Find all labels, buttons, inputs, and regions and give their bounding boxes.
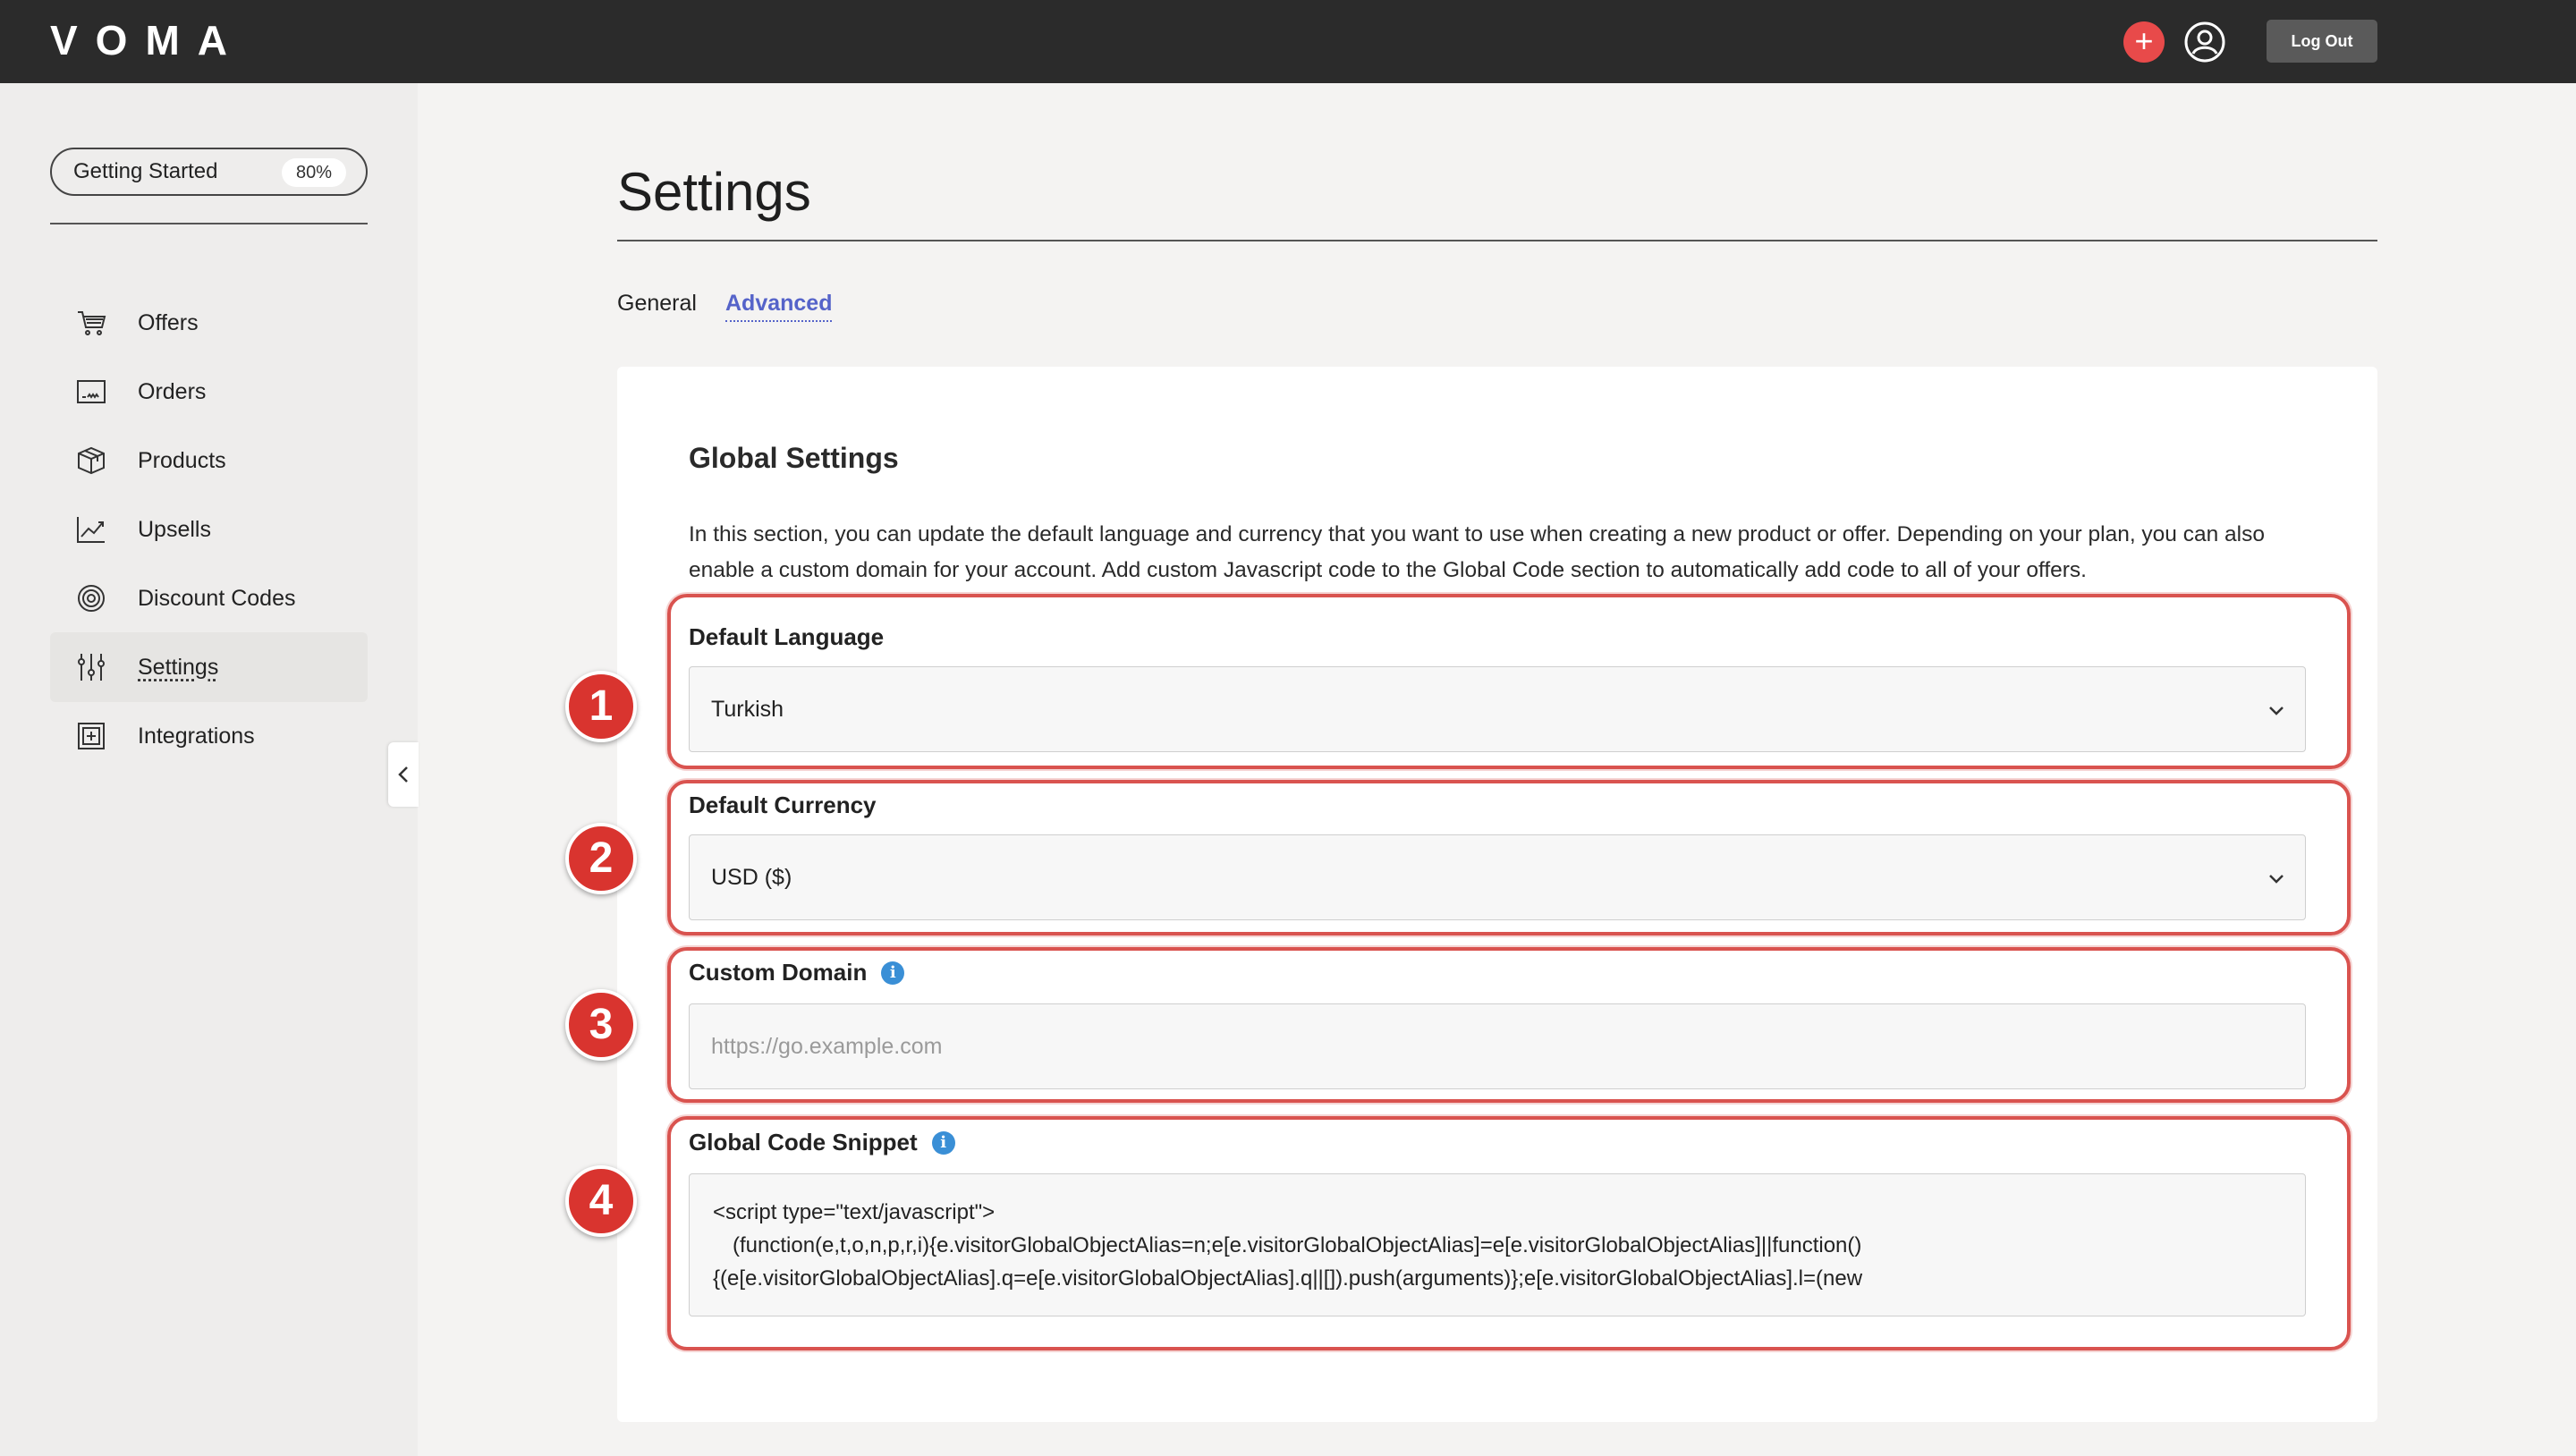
getting-started-button[interactable] (50, 148, 368, 196)
section-description: In this section, you can update the default language and currency that you want to use when creating a new product or offer. Depending on your plan, you can also enable a custom domain for your account. Add custom Javascript code to the Global Code section to automatically add code to all of your offers. (689, 522, 2265, 582)
info-icon[interactable]: i (932, 1131, 955, 1155)
field-label-text: Custom Domain (689, 959, 868, 986)
voma-logo[interactable] (50, 17, 245, 63)
getting-started-label: Getting Started (73, 159, 218, 183)
global-code-label (689, 1129, 955, 1156)
chevron-down-icon (2266, 699, 2287, 721)
page-title: Settings (617, 162, 811, 222)
tab-advanced[interactable]: Advanced (725, 291, 832, 322)
custom-domain-input[interactable] (689, 1003, 2306, 1089)
receipt-icon (75, 376, 107, 408)
box-icon (75, 444, 107, 477)
sidebar-item-label: Upsells (138, 516, 211, 542)
default-currency-select[interactable] (689, 834, 2306, 920)
sidebar-item-label: Settings (138, 654, 219, 680)
code-line: (function(e,t,o,n,p,r,i){e.visitorGlobalObjectAlias=n;e[e.visitorGlobalObjectAlias]=e[e.visitorGlobalObjectAlias]||function() (733, 1233, 1862, 1257)
sliders-icon (75, 651, 107, 683)
section-title: Global Settings (689, 442, 899, 474)
selected-value: Turkish (711, 696, 784, 722)
default-language-label (689, 623, 884, 651)
cart-icon (75, 307, 107, 339)
step-badge-2: 2 (565, 823, 637, 894)
step-badge-1: 1 (565, 671, 637, 742)
logout-button[interactable]: Log Out (2267, 20, 2377, 63)
default-language-select[interactable] (689, 666, 2306, 752)
sidebar-item-label: Products (138, 447, 226, 473)
custom-domain-label (689, 959, 904, 986)
default-currency-label (689, 791, 877, 819)
sidebar-item-label: Orders (138, 378, 207, 404)
add-new-button[interactable]: + (2123, 21, 2165, 63)
field-label-text: Default Currency (689, 791, 877, 818)
top-bar (0, 0, 2576, 83)
logo-text: VOMA (50, 17, 245, 63)
sidebar-item-label: Integrations (138, 723, 255, 749)
badge-icon (75, 582, 107, 614)
sidebar-item-label: Offers (138, 309, 199, 335)
sidebar-item-products[interactable] (50, 426, 368, 495)
sidebar-item-label: Discount Codes (138, 585, 296, 611)
info-icon[interactable]: i (881, 961, 904, 985)
sidebar-item-settings[interactable] (50, 632, 368, 702)
global-code-textarea[interactable] (689, 1173, 2306, 1316)
user-account-icon[interactable] (2182, 20, 2227, 64)
code-line: {(e[e.visitorGlobalObjectAlias].q=e[e.visitorGlobalObjectAlias].q||[]).push(arguments)};e[e.visitorGlobalObjectAlias].l=(new (713, 1266, 1863, 1291)
chevron-left-icon (396, 765, 411, 784)
chart-icon (75, 513, 107, 546)
sidebar-divider (50, 223, 368, 224)
sidebar-item-integrations[interactable] (50, 701, 368, 771)
field-label-text: Default Language (689, 623, 885, 650)
sidebar-item-orders[interactable] (50, 357, 368, 427)
code-line: <script type="text/javascript"> (713, 1200, 996, 1224)
sidebar-item-upsells[interactable] (50, 495, 368, 564)
step-badge-3: 3 (565, 989, 637, 1061)
sidebar (0, 83, 418, 1456)
progress-badge: 80% (282, 158, 346, 187)
selected-value: USD ($) (711, 864, 792, 890)
plugin-icon (75, 720, 107, 752)
tab-general[interactable]: General (617, 291, 697, 316)
sidebar-item-discount-codes[interactable] (50, 563, 368, 633)
collapse-sidebar-button[interactable] (388, 742, 419, 807)
chevron-down-icon (2266, 868, 2287, 889)
title-divider (617, 240, 2377, 241)
step-badge-4: 4 (565, 1165, 637, 1237)
field-label-text: Global Code Snippet (689, 1129, 918, 1155)
sidebar-item-offers[interactable] (50, 288, 368, 358)
